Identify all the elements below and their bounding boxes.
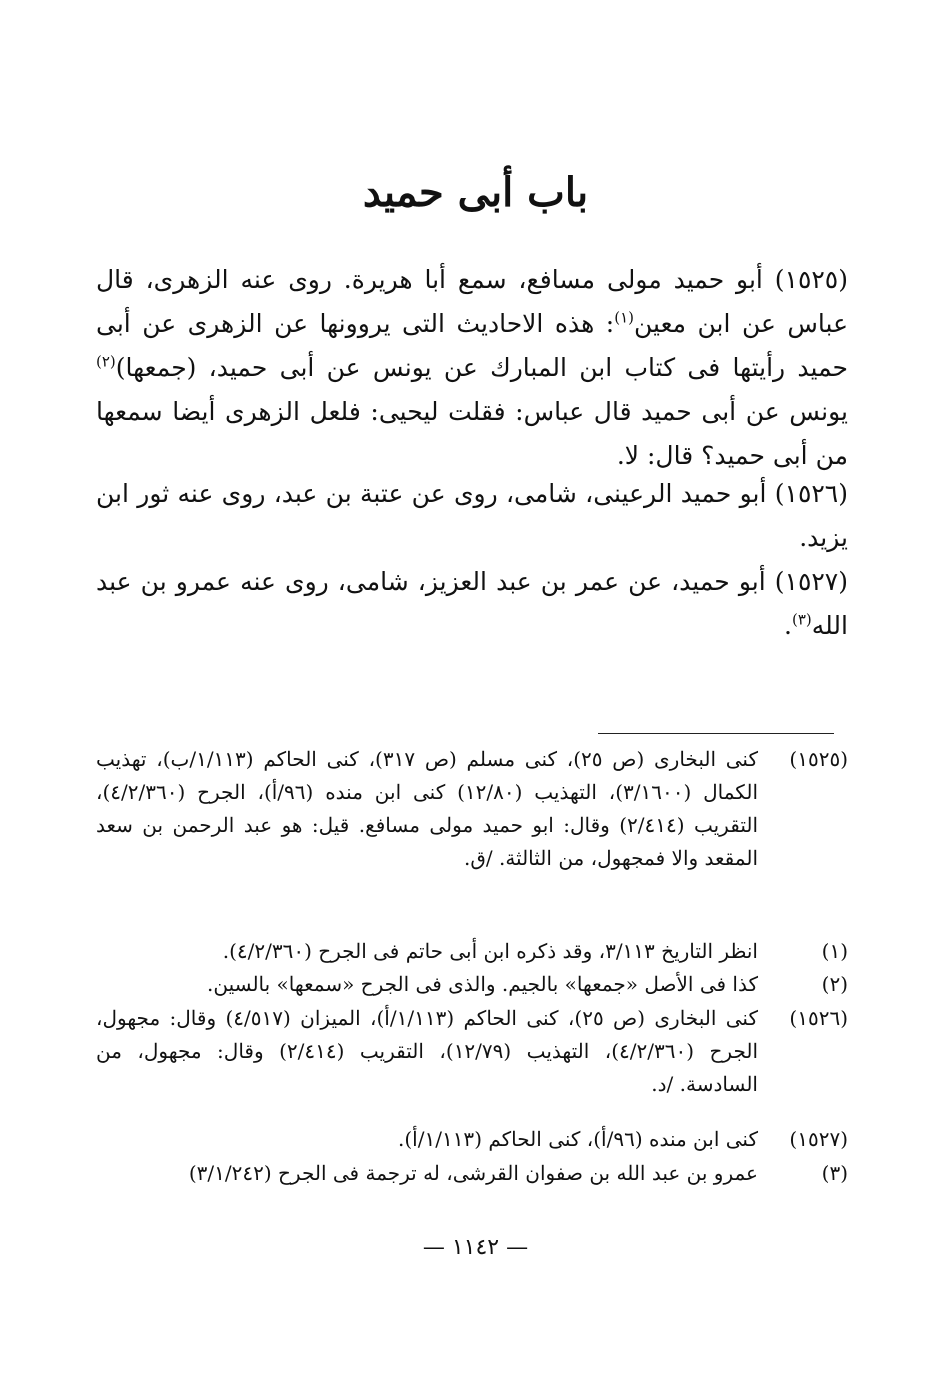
entry-1526 bbox=[96, 472, 848, 560]
entry-text: : هذه الاحاديث التى يروونها عن الزهرى عن أبى حميد رأيتها فى كتاب ابن المبارك عن يونس عن أبى حميد، (جمعها) bbox=[96, 309, 848, 382]
chapter-title: باب أبى حميد bbox=[362, 169, 589, 216]
footnote-label: (١٥٢٦) bbox=[789, 1006, 848, 1030]
entry-text: يونس عن أبى حميد قال عباس: فقلت ليحيى: فلعل الزهرى أيضا سمعها من أبى حميد؟ قال: لا. bbox=[96, 397, 848, 470]
footnote-1525 bbox=[96, 743, 848, 875]
entry-1527 bbox=[96, 560, 848, 648]
footnote-label: (٣) bbox=[821, 1161, 848, 1185]
entry-text: أبو حميد، عن عمر بن عبد العزيز، شامى، روى عنه عمرو بن عبد الله bbox=[96, 567, 848, 640]
entry-number: (١٥٢٦) bbox=[774, 479, 848, 508]
entry-number: (١٥٢٧) bbox=[774, 567, 848, 596]
page-number: — ١١٤٢ — bbox=[422, 1235, 529, 1260]
footnote-text: انظر التاريخ ٣/١١٣، وقد ذكره ابن أبى حاتم فى الجرح (٤/٢/٣٦٠). bbox=[222, 939, 758, 963]
footnote-label: (٢) bbox=[821, 972, 848, 996]
entry-text: أبو حميد الرعينى، شامى، روى عن عتبة بن عبد، روى عنه ثور ابن يزيد. bbox=[96, 479, 848, 552]
footnote-text: كنى البخارى (ص ٢٥)، كنى مسلم (ص ٣١٧)، كنى الحاكم (١/١١٣/ب)، تهذيب الكمال (٣/١٦٠٠)، التهذيب (١٢/٨٠) كنى ابن منده (٩٦/أ)، الجرح (٤/٢/٣٦٠)، التقريب (٢/٤١٤) وقال: ابو حميد مولى مسافع. قيل: هو عبد الرحمن بن سعد المقعد والا فمجهول، من الثالثة. /ق. bbox=[96, 747, 759, 870]
footnote-1527 bbox=[96, 1123, 848, 1156]
footnote-separator bbox=[598, 733, 834, 734]
entry-number: (١٥٢٥) bbox=[774, 265, 848, 294]
footnote-label: (١٥٢٥) bbox=[789, 747, 848, 771]
footnote-3 bbox=[96, 1157, 848, 1190]
footnote-ref-3: (٣) bbox=[791, 610, 812, 629]
footnote-text: عمرو بن عبد الله بن صفوان القرشى، له ترجمة فى الجرح (٣/١/٢٤٢) bbox=[188, 1161, 758, 1185]
footnote-1526 bbox=[96, 1002, 848, 1101]
footnote-text: كنى ابن منده (٩٦/أ)، كنى الحاكم (١/١١٣/أ). bbox=[398, 1127, 758, 1151]
footnote-ref-2: (٢) bbox=[96, 352, 116, 371]
entry-1525 bbox=[96, 258, 848, 478]
footnote-text: كنى البخارى (ص ٢٥)، كنى الحاكم (١/١١٣/أ)، الميزان (٤/٥١٧) وقال: مجهول، الجرح (٤/٢/٣٦٠)، التهذيب (١٢/٧٩)، التقريب (٢/٤١٤) وقال: مجهول، من السادسة. /د. bbox=[96, 1006, 758, 1096]
footnote-1 bbox=[96, 935, 848, 968]
entry-text-end: . bbox=[784, 611, 792, 640]
footnote-2 bbox=[96, 968, 848, 1001]
footnote-ref-1: (١) bbox=[614, 308, 634, 327]
footnote-label: (١) bbox=[821, 939, 848, 963]
footnote-text: كذا فى الأصل «جمعها» بالجيم. والذى فى الجرح «سمعها» بالسين. bbox=[206, 972, 758, 996]
footnote-label: (١٥٢٧) bbox=[789, 1127, 848, 1151]
entry-text: أبو حميد مولى مسافع، سمع أبا هريرة. روى عنه الزهرى، قال عباس عن ابن معين bbox=[96, 265, 848, 338]
